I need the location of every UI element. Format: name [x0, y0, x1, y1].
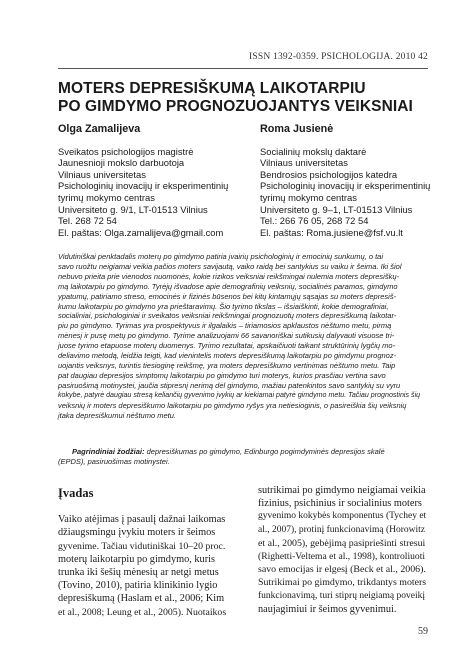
affiliation-line: Universiteto g. 9–1, LT-01513 Vilnius [260, 203, 413, 215]
body-line: et al., 2008; Leung et al., 2005). Nuotaikos [58, 606, 227, 618]
abstract-line: mėnesį ir pusę metų po gimdymo. Tyrime analizuojami 66 savanoriškai sutikusių dalyvauti visuose tri- [58, 331, 395, 341]
affiliation-line: Psichologinių inovacijų ir eksperimentinių [260, 180, 431, 192]
body-line: Vaiko atėjimas į pasaulį dažnai laikomas [58, 514, 226, 526]
affiliation-line: Tel. 268 72 54 [58, 215, 117, 227]
body-line: (Tovino, 2010), patiria klinikinio lygio [58, 580, 218, 592]
header-rule [58, 68, 428, 69]
body-line: funkcionavimą, turi stiprų neigiamą poveikį [258, 590, 426, 601]
body-line: trunka iki šešių mėnesių ar netgi metus [58, 567, 219, 579]
affiliation-line: Vilniaus universitetas [58, 168, 146, 180]
abstract-line: veiksnių ir moters depresiškumo laikotarpiu po gimdymo ryšys yra netiesioginis, o pasireiškia šių veiksnių [58, 400, 407, 410]
author-name: Roma Jusienė [260, 123, 334, 135]
affiliation-line: Tel.: 266 76 05, 268 72 54 [260, 215, 369, 227]
body-line: depresiškumą (Haslam et al., 2006; Kim [58, 593, 225, 605]
abstract [58, 252, 420, 420]
affiliation-line: Psichologinių inovacijų ir eksperimentinių [58, 180, 229, 192]
body-line: naujagimiui ir šeimos gyvenimui. [258, 603, 397, 615]
body-line: fizinius, psichinius ir socialinius moters [258, 498, 422, 510]
abstract-line: kokybe, patyrė daugiau stresą keliančių gyvenimo įvykių ar kiekiamai patyrė gimdymo metu. Tačiau prognostinis šių [58, 390, 421, 399]
affiliation-line: Universiteto g. 9/1, LT-01513 Vilnius [58, 203, 208, 215]
abstract-line: mą laikotarpiu po gimdymo. Tyrėjų išvadose apie demografinių veiksnių, socialinės paramos, gimdymo [58, 281, 398, 291]
abstract-line: socialiniai, psichologiniai ir sveikatos veiksniai reikšmingai prognozuotų moters depresiškumą laikotar- [58, 311, 397, 321]
body-line: moterų laikotarpiu po gimdymo, kuris [58, 553, 216, 565]
section-heading: Įvadas [58, 486, 94, 500]
affiliation-line: Vilniaus universitetas [260, 157, 348, 169]
abstract-line: nebuvo prieita prie vienodos nuomonės, kokie rizikos veiksniai reikšmingai nulemia moters depresiškų- [58, 271, 399, 281]
body-line: Sutrikimai po gimdymo, trikdantys moters [258, 577, 427, 589]
running-header: ISSN 1392-0359. PSICHOLOGIJA. 2010 42 [249, 52, 428, 62]
body-line: gyvenimo kokybės komponentus (Tychey et [258, 511, 427, 522]
body-line: savo emocijas ir elgesį (Beck et al., 2006). [258, 564, 426, 576]
author-name: Olga Zamalijeva [58, 123, 141, 135]
body-column-right [258, 484, 426, 616]
abstract-line: kumu laikotarpiu po gimdymo yra prieštaravimų. Šio tyrimo tikslas – išsiaiškinti, kokie demografiniai, [58, 301, 389, 311]
email-line: El. paštas: Olga.zamalijeva@gmail.com [58, 226, 224, 238]
abstract-line: savo ruožtu neigiamai veikia pačios moters savijautą, vaiko raidą bei santykius su vaiku ir šeima. Iki šiol [58, 261, 402, 271]
affiliation-line: tyrimų mokymo centras [260, 191, 357, 203]
keywords [58, 447, 420, 467]
body-line: al., 2007), protinį funkcionavimą (Horowitz [258, 524, 426, 535]
body-line: sutrikimai po gimdymo neigiamai veikia [258, 485, 426, 496]
page-number: 59 [418, 626, 428, 637]
title-line: MOTERS DEPRESIŠKUMĄ LAIKOTARPIU [58, 80, 366, 97]
article-title [58, 80, 428, 116]
abstract-line: deliavimo metodą, leidžia teigti, kad vienintelis moters depresiškumą laikotarpiu po gimdymu prognoz- [58, 351, 397, 361]
abstract-line: piu po gimdymo. Tyrimas yra prospektyvus ir ilgalaikis – tiriamosios apklaustos nėštumo metu, pirmą [58, 321, 392, 331]
title-line: PO GIMDYMO PROGNOZUOJANTYS VEIKSNIAI [58, 98, 413, 115]
abstract-line: Vidutiniškai penktadalis moterų po gimdymo patiria įvairių psichologinių ir emocinių sunkumų, o tai [58, 252, 384, 261]
keywords-label: Pagrindiniai žodžiai: [72, 447, 145, 456]
abstract-line: pat daugiau depresijos simptomų laikotarpiu po gimdymo turi moterys, kurios prasčiau vertina savo [58, 370, 386, 380]
email-line: El. paštas: Roma.jusiene@fsf.vu.lt [260, 226, 403, 238]
body-column-left [58, 484, 226, 619]
abstract-line: pasiruošimą motinystei, jaučia stipresnį nerimą dėl gimdymo, mažiau patenkintos savo santykių su vyru [58, 380, 401, 390]
affiliation-line: Socialinių mokslų daktarė [260, 145, 367, 157]
affiliation-line: Jaunesnioji mokslo darbuotoja [58, 157, 185, 169]
abstract-line: juose tyrimo etapuose moterų duomenys. Tyrimo rezultatai, apskaičiuoti taikant struktūrinių lygčių mo- [58, 341, 396, 351]
affiliation-line: Bendrosios psichologijos katedra [260, 168, 398, 180]
author-block-2 [260, 124, 440, 238]
author-block-1 [58, 124, 238, 238]
body-line: džiaugsmingu įvykiu moters ir šeimos [58, 527, 216, 539]
abstract-line: įtaka depresiškumui nėštumo metu. [58, 410, 176, 420]
body-line: et al., 2005), gebėjimą pasipriešinti stresui [258, 537, 426, 549]
keywords-text: depresiškumas po gimdymo, Edinburgo pogimdyminės depresijos skalė [144, 447, 385, 456]
affiliation-line: Sveikatos psichologijos magistrė [58, 145, 194, 157]
abstract-line: uojantis veiksnys, turintis tiesioginę reikšmę, yra moters depresiškumo vertinimas nėštumo metu. Taip [58, 360, 396, 370]
affiliation-line: tyrimų mokymo centras [58, 191, 155, 203]
abstract-line: ypatumų, patiriamo streso, emocinės ir fizinės būsenos bei kitų kintamųjų sąsajas su moters depresiš- [58, 291, 397, 301]
body-line: gyvenime. Tačiau vidutiniškai 10–20 proc. [58, 540, 226, 552]
keywords-text-line2: (EPDS), pasiruošimas motinystei. [58, 456, 170, 466]
body-line: (Righetti-Veltema et al., 1998), kontroliuoti [258, 551, 426, 563]
